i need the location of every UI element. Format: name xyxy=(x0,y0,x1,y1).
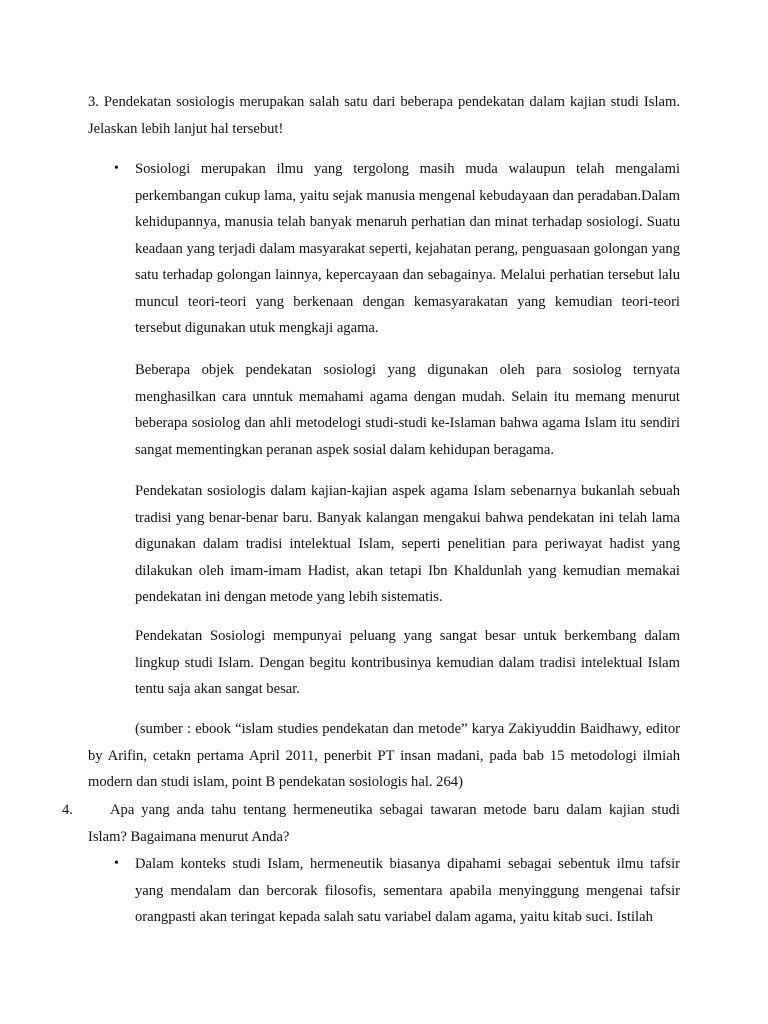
question-4-number: 4. xyxy=(62,802,73,818)
answer-4-paragraph-1: Dalam konteks studi Islam, hermeneutik biasanya dipahami sebagai sebentuk ilmu tafsir yang mendalam dan bercorak filosofis, sementara apabila menyinggung mengenai tafsir orangpasti akan teringat kepada salah satu variabel dalam agama, yaitu kitab suci. Istilah xyxy=(135,856,680,925)
source-citation: (sumber : ebook “islam studies pendekatan dan metode” karya Zakiyuddin Baidhawy, editor by Arifin, cetakn pertama April 2011, penerbit PT insan madani, pada bab 15 metodologi ilmiah modern dan studi islam, point B pendekatan sosiologis hal. 264) xyxy=(88,721,680,790)
answer-3-paragraph-4: Pendekatan Sosiologi mempunyai peluang yang sangat besar untuk berkembang dalam lingkup studi Islam. Dengan begitu kontribusinya kemudian dalam tradisi intelektual Islam tentu saja akan sangat besar. xyxy=(135,628,680,697)
bullet-point: • xyxy=(114,161,119,176)
question-3: 3. Pendekatan sosiologis merupakan salah satu dari beberapa pendekatan dalam kajian studi Islam. Jelaskan lebih lanjut hal tersebut! xyxy=(88,94,680,137)
answer-3-paragraph-3: Pendekatan sosiologis dalam kajian-kajian aspek agama Islam sebenarnya bukanlah sebuah tradisi yang benar-benar baru. Banyak kalangan mengakui bahwa pendekatan ini telah lama digunakan dalam tradisi intelektual Islam, seperti penelitian para periwayat hadist yang dilakukan oleh imam-imam Hadist, akan tetapi Ibn Khaldunlah yang kemudian memakai pendekatan ini dengan metode yang lebih sistematis. xyxy=(135,483,680,605)
answer-3-paragraph-2: Beberapa objek pendekatan sosiologi yang digunakan oleh para sosiolog ternyata menghasilkan cara unntuk memahami agama dengan mudah. Selain itu memang menurut beberapa sosiolog dan ahli metodelogi studi-studi ke-Islaman bahwa agama Islam itu sendiri sangat mementingkan peranan aspek sosial dalam kehidupan beragama. xyxy=(135,362,680,458)
answer-3-paragraph-1: Sosiologi merupakan ilmu yang tergolong masih muda walaupun telah mengalami perkembangan cukup lama, yaitu sejak manusia mengenal kebudayaan dan peradaban.Dalam kehidupannya, manusia telah banyak menaruh perhatian dan minat terhadap sosiologi. Suatu keadaan yang terjadi dalam masyarakat seperti, kejahatan perang, penguasaan golongan yang satu terhadap golongan lainnya, kepercayaan dan sebagainya. Melalui perhatian tersebut lalu muncul teori-teori yang berkenaan dengan kemasyarakatan yang kemudian teori-teori tersebut digunakan utuk mengkaji agama. xyxy=(135,161,680,336)
bullet-point: • xyxy=(114,856,119,871)
question-4: Apa yang anda tahu tentang hermeneutika sebagai tawaran metode baru dalam kajian studi Islam? Bagaimana menurut Anda? xyxy=(88,802,680,845)
